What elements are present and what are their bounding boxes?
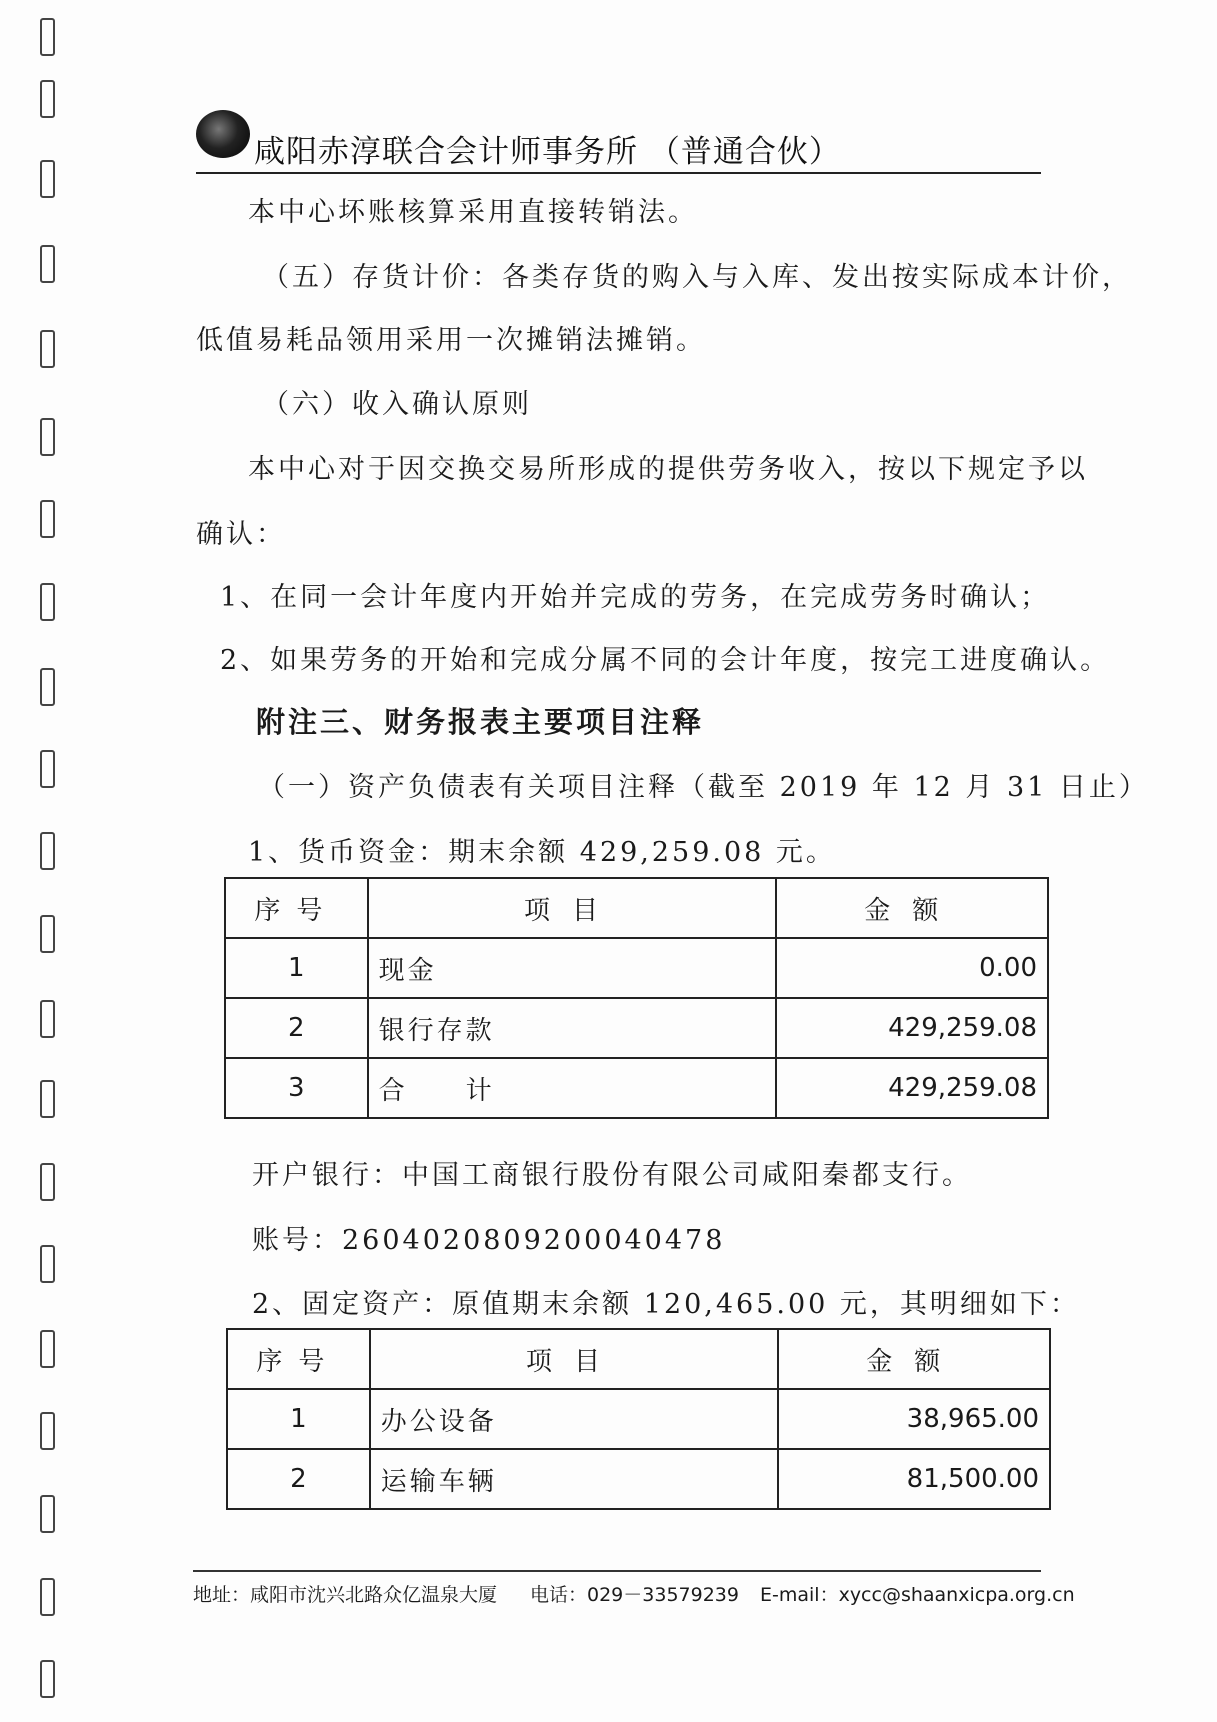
firm-logo-icon [196,110,250,158]
binding-hole [40,1163,55,1201]
header-divider [196,172,1041,174]
paragraph: 本中心坏账核算采用直接转销法。 [248,197,698,228]
paragraph: 开户银行：中国工商银行股份有限公司咸阳秦都支行。 [252,1160,972,1191]
binding-hole [40,832,55,870]
row-amount: 81,500.00 [778,1449,1050,1509]
table-row-total [225,1058,1048,1118]
fixed-assets-table [226,1328,1051,1510]
paragraph: （五）存货计价：各类存货的购入与入库、发出按实际成本计价， [262,262,1132,293]
paragraph: 账号：2604020809200040478 [252,1225,726,1256]
paragraph: 2、如果劳务的开始和完成分属不同的会计年度，按完工进度确认。 [220,645,1111,676]
binding-holes [40,0,64,1722]
binding-hole [40,18,55,56]
binding-hole [40,915,55,953]
row-amount: 0.00 [776,938,1048,998]
column-header-amount: 金额 [776,878,1048,938]
binding-hole [40,750,55,788]
table-row [227,1449,1050,1509]
binding-hole [40,1245,55,1283]
firm-name: 咸阳赤淳联合会计师事务所 （普通合伙） [254,134,841,170]
paragraph: 1、货币资金：期末余额 429,259.08 元。 [248,837,836,868]
row-seq: 2 [225,998,368,1058]
binding-hole [40,80,55,118]
binding-hole [40,1330,55,1368]
binding-hole [40,160,55,198]
binding-hole [40,1660,55,1698]
binding-hole [40,668,55,706]
column-header-seq: 序号 [227,1329,370,1389]
binding-hole [40,1000,55,1038]
section-heading: 附注三、财务报表主要项目注释 [256,705,705,739]
column-header-seq: 序号 [225,878,368,938]
paragraph: 2、固定资产：原值期末余额 120,465.00 元，其明细如下： [252,1289,1080,1320]
binding-hole [40,500,55,538]
table-row [225,938,1048,998]
row-amount: 429,259.08 [776,1058,1048,1118]
table-header-row [227,1329,1050,1389]
footer-address: 地址：咸阳市沈兴北路众亿温泉大厦 [193,1584,498,1606]
row-item: 现金 [368,938,777,998]
paragraph: （一）资产负债表有关项目注释（截至 2019 年 12 月 31 日止） [258,772,1149,803]
row-item: 运输车辆 [370,1449,779,1509]
table-header-row [225,878,1048,938]
footer-divider [193,1570,1041,1572]
binding-hole [40,1412,55,1450]
column-header-amount: 金额 [778,1329,1050,1389]
binding-hole [40,418,55,456]
row-amount: 429,259.08 [776,998,1048,1058]
binding-hole [40,1578,55,1616]
row-item: 银行存款 [368,998,777,1058]
row-seq: 2 [227,1449,370,1509]
row-amount: 38,965.00 [778,1389,1050,1449]
footer-email: E-mail：xycc@shaanxicpa.org.cn [760,1584,1075,1606]
binding-hole [40,245,55,283]
paragraph: 低值易耗品领用采用一次摊销法摊销。 [196,325,706,356]
row-item: 办公设备 [370,1389,779,1449]
column-header-item: 项目 [368,878,777,938]
column-header-item: 项目 [370,1329,779,1389]
paragraph: 1、在同一会计年度内开始并完成的劳务，在完成劳务时确认； [220,582,1051,613]
table-row [227,1389,1050,1449]
row-seq: 3 [225,1058,368,1118]
row-item: 合 计 [368,1058,777,1118]
binding-hole [40,1495,55,1533]
row-seq: 1 [225,938,368,998]
paragraph: （六）收入确认原则 [262,389,532,420]
binding-hole [40,330,55,368]
binding-hole [40,1080,55,1118]
footer-phone: 电话：029－33579239 [530,1584,739,1606]
cash-table [224,877,1049,1119]
paragraph: 确认： [196,519,286,550]
table-row [225,998,1048,1058]
binding-hole [40,583,55,621]
paragraph: 本中心对于因交换交易所形成的提供劳务收入，按以下规定予以 [248,454,1088,485]
row-seq: 1 [227,1389,370,1449]
